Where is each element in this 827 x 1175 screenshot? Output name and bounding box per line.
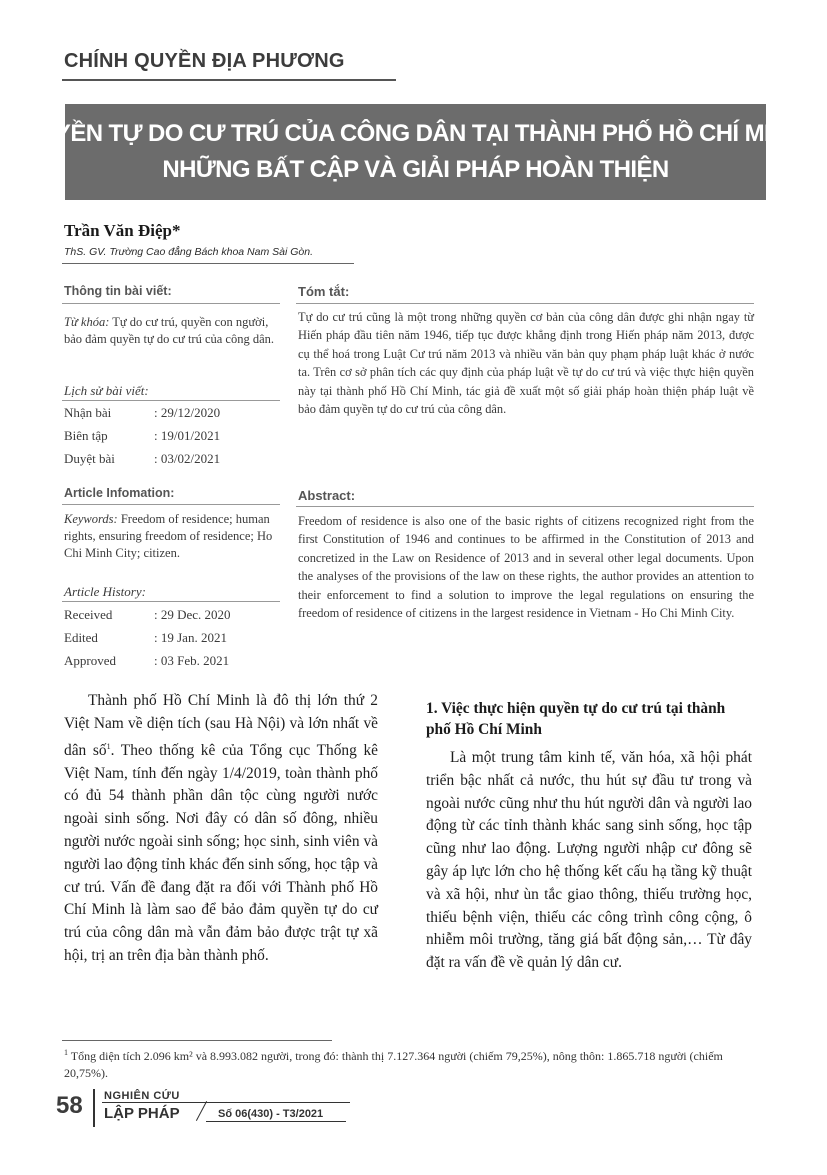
history-vi-received-value: : 29/12/2020 (154, 405, 221, 420)
keywords-vi-label: Từ khóa: (64, 315, 110, 329)
abstract-vi-text: Tự do cư trú cũng là một trong những quyền cơ bản của công dân được ghi nhận ngay từ Hiến pháp đầu tiên năm 1946, tiếp tục được khẳng định trong Hiến pháp năm 2013, được cụ thể hoá trong Luật Cư trú năm 2013 và nhiều văn bản quy phạm pháp luật khác ở nước ta. Trên cơ sở phân tích các quy định của pháp luật về tự do cư trú và việc thực hiện quyền này tại thành phố Hồ Chí Minh, tác giả đề xuất một số giải pháp hoàn thiện pháp luật về bảo đảm quyền tự do cư trú của công dân. (298, 310, 754, 417)
author-affiliation: ThS. GV. Trường Cao đẳng Bách khoa Nam Sài Gòn. (64, 246, 313, 258)
affiliation-rule (62, 263, 354, 264)
footnote (64, 1044, 764, 1082)
title-banner (20, 104, 811, 200)
body-left-part1: Thành phố Hồ Chí Minh là đô thị lớn thứ 2 Việt Nam về diện tích (sau Hà Nội) và lớn nhất về dân số (64, 692, 378, 759)
history-vi-received-label: Nhận bài (64, 405, 112, 420)
info-en-rule (62, 504, 280, 505)
body-left-paragraph (64, 690, 378, 968)
keywords-vi (64, 314, 278, 348)
magazine-name: LẬP PHÁP (104, 1105, 180, 1122)
footnote-marker: 1 (64, 1048, 68, 1057)
body-right-paragraph: Là một trung tâm kinh tế, văn hóa, xã hội phát triển bậc nhất cả nước, thu hút sự đầu tư trong và ngoài nước cũng như thu hút người dân và người lao động từ các tỉnh thành khác sang sinh sống, học tập cũng như lao động. Lượng người nhập cư đông sẽ gây áp lực lớn cho hệ thống kết cấu hạ tầng kỹ thuật và xã hội, như ùn tắc giao thông, thiếu trường học, thiếu bệnh viện, thiếu các công trình công cộng, ô nhiễm môi trường, tăng giá bất động sản,… Từ đây đặt ra vấn đề về quản lý dân cư. (426, 749, 752, 972)
history-vi-rule (62, 400, 280, 401)
footnote-rule (62, 1040, 332, 1041)
section-label: CHÍNH QUYỀN ĐỊA PHƯƠNG (64, 50, 345, 72)
history-en-rule (62, 601, 280, 602)
section-rule (62, 79, 396, 81)
history-en-received-label: Received (64, 607, 113, 622)
history-vi-approved-label: Duyệt bài (64, 451, 115, 466)
keywords-en-text: Freedom of residence; human rights, ensuring freedom of residence; Ho Chi Minh City; citizen. (64, 512, 273, 560)
title-line-2: NHỮNG BẤT CẬP VÀ GIẢI PHÁP HOÀN THIỆN (162, 156, 669, 183)
info-vi-heading: Thông tin bài viết: (64, 284, 172, 298)
author-name: Trần Văn Điệp* (64, 221, 181, 240)
issue-info: Số 06(430) - T3/2021 (218, 1108, 324, 1120)
history-vi-edited-value: : 19/01/2021 (154, 428, 221, 443)
footnote-ref[interactable]: 1 (106, 741, 111, 751)
title-line-1: QUYỀN TỰ DO CƯ TRÚ CỦA CÔNG DÂN TẠI THÀNH PHỐ HỒ CHÍ MINH: (20, 120, 811, 147)
abstract-en-heading: Abstract: (298, 488, 356, 503)
keywords-vi-text: Tự do cư trú, quyền con người, bảo đảm quyền tự do cư trú của công dân. (64, 315, 275, 346)
info-vi-rule (62, 303, 280, 304)
history-vi-approved-value: : 03/02/2021 (154, 451, 221, 466)
history-en-heading: Article History: (64, 584, 146, 599)
magazine-top-label: NGHIÊN CỨU (104, 1090, 180, 1102)
history-en-edited-label: Edited (64, 630, 98, 645)
history-en-approved-label: Approved (64, 653, 116, 668)
body-left-part2: . Theo thống kê của Tổng cục Thống kê Việt Nam, tính đến ngày 1/4/2019, toàn thành phố có đủ 54 thành phần dân tộc cùng người nước ngoài sinh sống. Nơi đây có dân số đông, nhiều người nước ngoài sinh sống; học sinh, sinh viên và người lao động tỉnh khác đến sinh sống, học tập và cư trú. Vấn đề đang đặt ra đối với Thành phố Hồ Chí Minh là làm sao để bảo đảm quyền tự do cư trú của công dân mà vẫn đảm bảo được trật tự xã hội, trị an trên địa bàn thành phố. (64, 741, 378, 964)
history-en-approved-value: : 03 Feb. 2021 (154, 653, 230, 668)
info-en-heading: Article Infomation: (64, 486, 175, 500)
keywords-en (64, 511, 278, 562)
abstract-en-text: Freedom of residence is also one of the basic rights of citizens recognized right from the first Constitution of 1946 and continues to be affirmed in the Constitution of 2013 and concretized in the Law on Residence of 2013 and in several other legal documents. Upon the analyses of the provisions of the law on these rights, the author provides an attention to their enforcement to find a solution to improve the legal regulations on ensuring the freedom of residence of citizens in the largest residence in Vietnam - Ho Chi Minh City. (298, 514, 754, 621)
page-number: 58 (56, 1092, 83, 1119)
footer-divider (93, 1089, 95, 1127)
abstract-en-rule (296, 506, 754, 507)
magazine-rule (102, 1102, 350, 1103)
section-heading-1: 1. Việc thực hiện quyền tự do cư trú tại thành phố Hồ Chí Minh (426, 700, 726, 738)
keywords-en-label: Keywords: (64, 512, 118, 526)
history-en-edited-value: : 19 Jan. 2021 (154, 630, 227, 645)
abstract-vi-rule (296, 303, 754, 304)
history-en-received-value: : 29 Dec. 2020 (154, 607, 231, 622)
footnote-text: Tổng diện tích 2.096 km² và 8.993.082 người, trong đó: thành thị 7.127.364 người (chiếm 79,25%), nông thôn: 1.865.718 người (chiếm 20,75%). (64, 1049, 723, 1080)
history-vi-edited-label: Biên tập (64, 428, 108, 443)
issue-slash (196, 1101, 207, 1121)
issue-rule (206, 1121, 346, 1122)
history-vi-heading: Lịch sử bài viết: (64, 383, 149, 398)
abstract-vi-heading: Tóm tắt: (298, 284, 350, 299)
